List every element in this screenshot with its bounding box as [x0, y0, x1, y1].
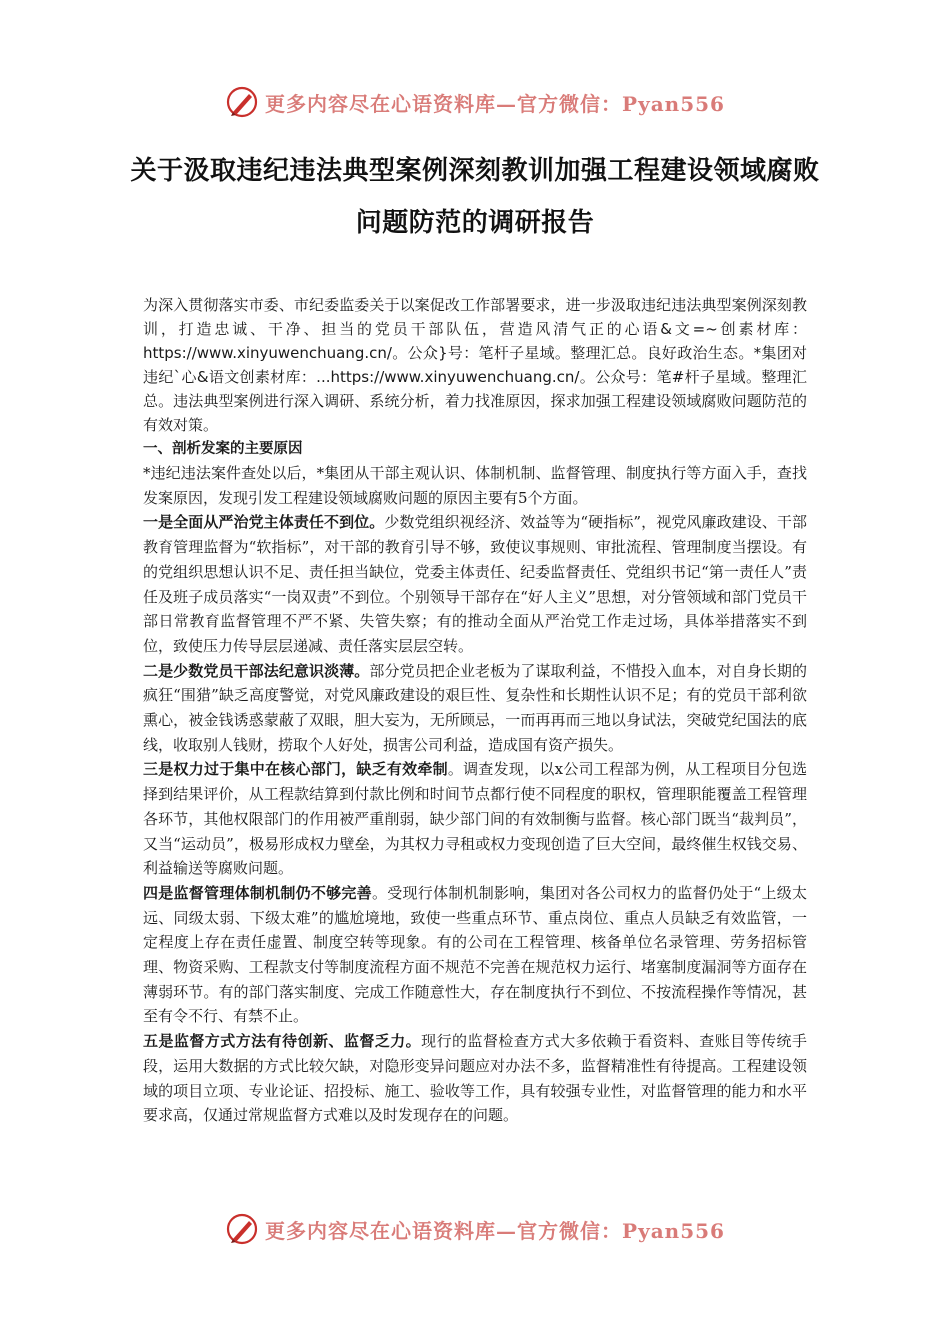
banner-text: 更多内容尽在心语资料库—官方微信：Pyan556 — [265, 91, 725, 116]
reason-text: 。受现行体制机制影响，集团对各公司权力的监督仍处于“上级太远、同级太弱、下级太难”的尴尬境地，致使一些重点环节、重点岗位、重点人员缺乏有效监管，一定程度上存在责任虚置、制度空转等现象。有的公司在工程管理、核备单位名录管理、劳务招标管理、物资采购、工程款支付等制度流程方面不规范不完善在规范权力运行、堵塞制度漏洞等方面存在薄弱环节。有的部门落实制度、完成工作随意性大，存在制度执行不到位、不按流程操作等情况，甚至有令不行、有禁不止。 — [143, 883, 807, 1026]
reason-paragraph-4 — [143, 881, 807, 1029]
intro-paragraph: 为深入贯彻落实市委、市纪委监委关于以案促改工作部署要求，进一步汲取违纪违法典型案例深刻教训，打造忠诚、干净、担当的党员干部队伍，营造风清气正的心语&文=~创素材库：https://www.xinyuwenchuang.cn/。公众}号：笔杆子星域。整理汇总。良好政治生态。*集团对违纪`心&语文创素材库：...https://www.xinyuwenchuang.cn/。公众号：笔#杆子星域。整理汇总。违法典型案例进行深入调研、系统分析，着力找准原因，探求加强工程建设领域腐败问题防范的有效对策。 — [143, 296, 807, 434]
pen-logo-icon — [225, 1212, 259, 1246]
reason-lead: 二是少数党员干部法纪意识淡薄。 — [143, 661, 370, 680]
section-heading: 一、剖析发案的主要原因 — [143, 441, 303, 457]
footer-banner — [0, 1209, 950, 1249]
reason-paragraph-5 — [143, 1029, 807, 1128]
reason-lead: 五是监督方式方法有待创新、监督乏力。 — [143, 1032, 422, 1051]
reason-text: 现行的监督检查方式大多依赖于看资料、查账目等传统手段，运用大数据的方式比较欠缺，对隐形变异问题应对办法不多，监督精准性有待提高。工程建设领域的项目立项、专业论证、招投标、施工、验收等工作，具有较强专业性，对监督管理的能力和水平要求高，仅通过常规监督方式难以及时发现存在的问题。 — [143, 1032, 807, 1125]
reason-text: 部分党员把企业老板为了谋取利益，不惜投入血本，对自身长期的疯狂“围猎”缺乏高度警觉，对党风廉政建设的艰巨性、复杂性和长期性认识不足；有的党员干部利欲熏心，被金钱诱惑蒙蔽了双眼，胆大妄为，无所顾忌，一而再再而三地以身试法，突破党纪国法的底线，收取别人钱财，捞取个人好处，损害公司利益，造成国有资产损失。 — [143, 661, 807, 754]
reason-text: 少数党组织视经济、效益等为“硬指标”，视党风廉政建设、干部教育管理监督为“软指标”，对干部的教育引导不够，致使议事规则、审批流程、管理制度当摆设。有的党组织思想认识不足、责任担当缺位，党委主体责任、纪委监督责任、党组织书记“第一责任人”责任及班子成员落实“一岗双责”不到位。个别领导干部存在“好人主义”思想，对分管领域和部门党员干部日常教育监督管理不严不紧、失管失察；有的推动全面从严治党工作走过场，具体举措落实不到位，致使压力传导层层递减、责任落实层层空转。 — [143, 513, 807, 655]
reason-text: 。调查发现，以x公司工程部为例，从工程项目分包选择到结果评价，从工程款结算到付款比例和时间节点都行使不同程度的职权，管理职能覆盖工程管理各环节，其他权限部门的作用被严重削弱，缺少部门间的有效制衡与监督。核心部门既当“裁判员”，又当“运动员”，极易形成权力壁垒，为其权力寻租或权力变现创造了巨大空间，最终催生权钱交易、利益输送等腐败问题。 — [143, 760, 807, 878]
reason-paragraph-1 — [143, 510, 807, 658]
document-title: 关于汲取违纪违法典型案例深刻教训加强工程建设领域腐败问题防范的调研报告 — [130, 156, 820, 238]
document-body — [143, 293, 807, 1128]
header-banner — [0, 82, 950, 122]
reason-paragraph-3 — [143, 757, 807, 881]
reason-lead: 四是监督管理体制机制仍不够完善 — [143, 883, 372, 902]
banner-text: 更多内容尽在心语资料库—官方微信：Pyan556 — [265, 1218, 725, 1243]
section-intro-paragraph: *违纪违法案件查处以后，*集团从干部主观认识、体制机制、监督管理、制度执行等方面入手，查找发案原因，发现引发工程建设领域腐败问题的原因主要有5个方面。 — [143, 464, 807, 507]
pen-logo-icon — [225, 85, 259, 119]
reason-lead: 一是全面从严治党主体责任不到位。 — [143, 513, 385, 532]
reason-paragraph-2 — [143, 659, 807, 758]
reason-lead: 三是权力过于集中在核心部门，缺乏有效牵制 — [143, 760, 448, 779]
